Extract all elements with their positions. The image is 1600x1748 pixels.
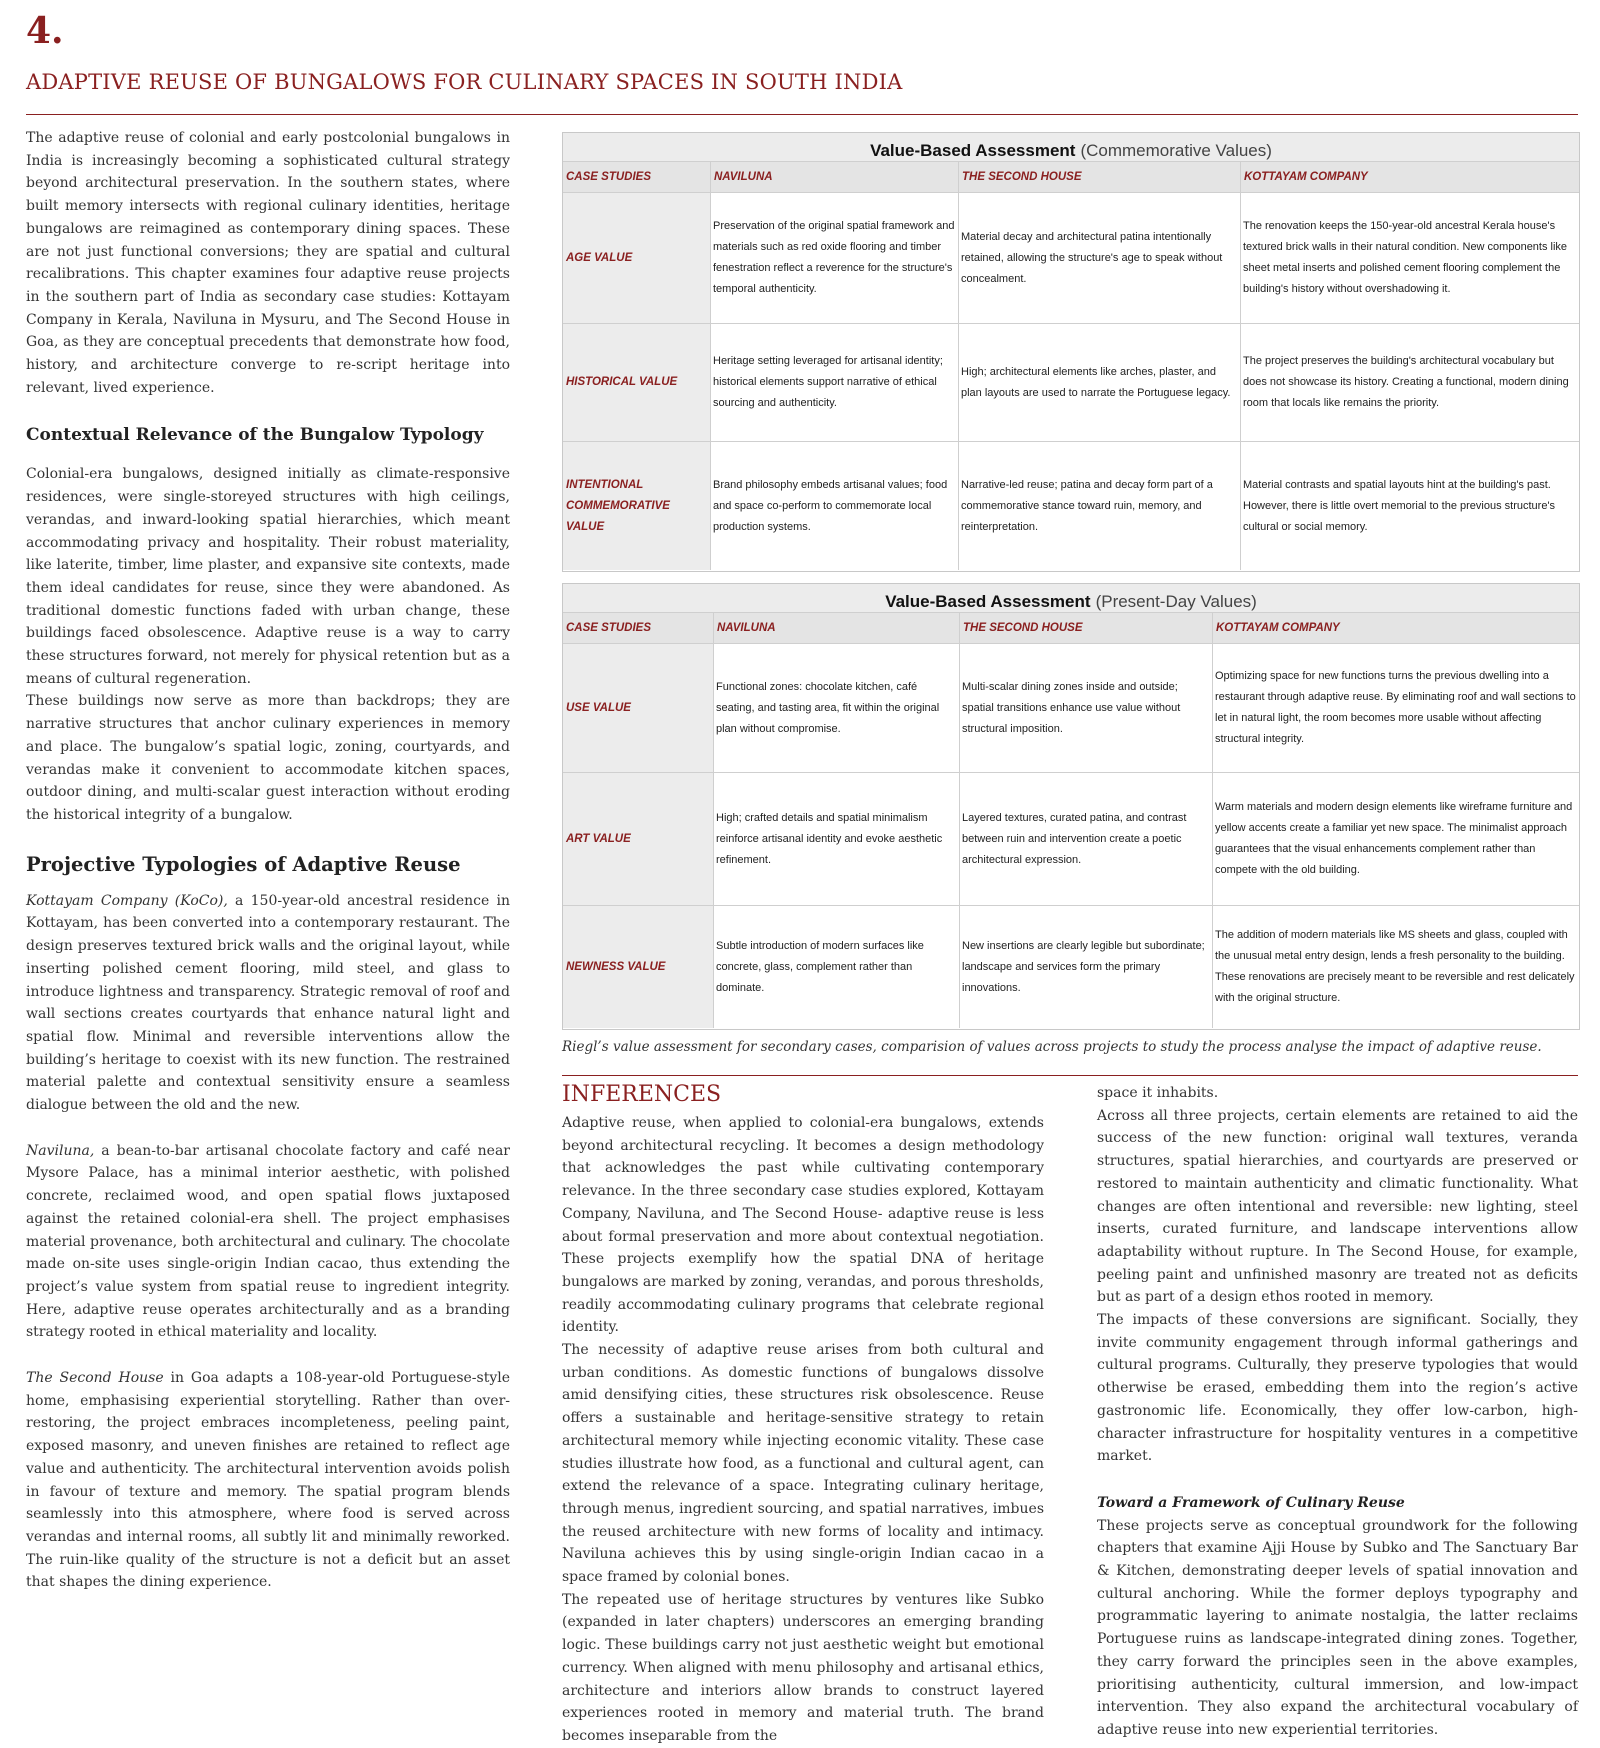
inferences-paragraph-2: The necessity of adaptive reuse arises from both cultural and urban conditions. As domestic functions of bungalows dissolve amid densifying cities, these structures risk obsolescence. Reuse offers a sustainable and heritage-sensitive strategy to retain architectural memory while injecting economic vitality. These case studies illustrate how food, as a functional and cultural agent, can extend the relevance of a space. Integrating culinary heritage, through menus, ingredient sourcing, and spatial narratives, imbues the reused architecture with new forms of locality and intimacy. Naviluna achieves this by using single-origin Indian cacao in a space framed by colonial bones. xyxy=(562,1342,1044,1586)
inferences-paragraph-1: Adaptive reuse, when applied to colonial-era bungalows, extends beyond architectural recycling. It becomes a design methodology that acknowledges the past while cultivating contemporary relevance. In the three secondary case studies explored, Kottayam Company, Naviluna, and The Second House- adaptive reuse is less about formal preservation and more about contextual negotiation. These projects exemplify how the spatial DNA of heritage bungalows are marked by zoning, verandas, and porous thresholds, readily accommodating culinary programs that celebrate regional identity. xyxy=(562,1115,1044,1336)
row-label: NEWNESS VALUE xyxy=(563,906,713,1028)
inferences-paragraph-4: Across all three projects, certain elements are retained to aid the success of the new function: original wall textures, veranda structures, spatial hierarchies, and courtyards are preserved or restored to maintain authenticity and climatic functionality. What changes are often intentional and reversible: new lighting, steel inserts, curated furniture, and landscape interventions allow adaptability without rupture. In The Second House, for example, peeling paint and unfinished masonry are treated not as deficits but as part of a design ethos rooted in memory. xyxy=(1097,1107,1578,1306)
table-cell: Material decay and architectural patina intentionally retained, allowing the structure's age to speak without concealment. xyxy=(958,193,1240,323)
inferences-title: INFERENCES xyxy=(562,1082,722,1107)
table-cell: Optimizing space for new functions turns the previous dwelling into a restaurant through adaptive reuse. By eliminating roof and wall sections to let in natural light, the room becomes more usable without affecting structural integrity. xyxy=(1212,644,1579,772)
chapter-number: 4. xyxy=(26,10,64,52)
row-label: HISTORICAL VALUE xyxy=(563,324,710,441)
table-row xyxy=(563,441,1579,570)
table-row xyxy=(563,772,1579,905)
chapter-title: ADAPTIVE REUSE OF BUNGALOWS FOR CULINARY SPACES IN SOUTH INDIA xyxy=(26,70,903,94)
table-cell: Heritage setting leveraged for artisanal identity; historical elements support narrative of ethical sourcing and authenticity. xyxy=(710,324,958,441)
context-heading: Contextual Relevance of the Bungalow Typology xyxy=(26,425,484,446)
inferences-paragraph-3: The repeated use of heritage structures by ventures like Subko (expanded in later chapters) underscores an emerging branding logic. These buildings carry not just aesthetic weight but emotional currency. When aligned with menu philosophy and artisanal ethics, architecture and interiors allow brands to construct layered experiences rooted in memory and material truth. The brand becomes inseparable from the xyxy=(562,1591,1044,1744)
table-header-row xyxy=(563,612,1579,643)
table-cell: Preservation of the original spatial framework and materials such as red oxide flooring and timber fenestration reflect a reverence for the structure's temporal authenticity. xyxy=(710,193,958,323)
intro-paragraph: The adaptive reuse of colonial and early postcolonial bungalows in India is increasingly becoming a sophisticated cultural strategy beyond architectural preservation. In the southern states, where built memory intersects with regional culinary identities, heritage bungalows are reimagined as contemporary dining spaces. These are not just functional conversions; they are spatial and cultural recalibrations. This chapter examines four adaptive reuse projects in the southern part of India as secondary case studies: Kottayam Company in Kerala, Naviluna in Mysuru, and The Second House in Goa, as they are conceptual precedents that demonstrate how food, history, and architecture converge to re-script heritage into relevant, lived experience. xyxy=(26,130,510,396)
second-house-name: The Second House xyxy=(26,1370,164,1387)
caption-divider xyxy=(562,1075,1578,1076)
table-cell: The addition of modern materials like MS sheets and glass, coupled with the unusual metal entry design, lends a fresh personality to the building. These renovations are precisely meant to be reversible and rest delicately with the original structure. xyxy=(1212,906,1579,1028)
table-cell: New insertions are clearly legible but subordinate; landscape and services form the primary innovations. xyxy=(959,906,1212,1028)
inferences-column-2 xyxy=(1097,1082,1578,1742)
second-house-paragraph xyxy=(26,1367,510,1594)
inferences-column-1 xyxy=(562,1112,1044,1748)
header-cell: KOTTAYAM COMPANY xyxy=(1212,613,1579,643)
framework-heading: Toward a Framework of Culinary Reuse xyxy=(1097,1494,1405,1511)
second-house-text: in Goa adapts a 108-year-old Portuguese-style home, emphasising experiential storytelling. Rather than over-restoring, the project embraces incompleteness, peeling paint, exposed masonry, and uneven finishes are retained to reflect age value and authenticity. The architectural intervention avoids polish in favour of texture and memory. The spatial program blends seamlessly into this atmosphere, where food is served across verandas and internal rooms, all subtly lit and minimally reworked. The ruin-like quality of the structure is not a deficit but an asset that shapes the dining experience. xyxy=(26,1370,510,1591)
table-caption: Riegl’s value assessment for secondary cases, comparision of values across projects to study the process analyse the impact of adaptive reuse. xyxy=(562,1039,1542,1055)
naviluna-name: Naviluna, xyxy=(26,1142,95,1159)
row-label: USE VALUE xyxy=(563,644,713,772)
koco-text: a 150-year-old ancestral residence in Kottayam, has been converted into a contemporary restaurant. The design preserves textured brick walls and the original layout, while inserting polished cement flooring, mild steel, and glass to introduce lightness and transparency. Strategic removal of roof and wall sections creates courtyards that enhance natural light and spatial flow. Minimal and reversible interventions allow the building’s heritage to coexist with its new function. The restrained material palette and contextual sensitivity ensure a seamless dialogue between the old and the new. xyxy=(26,892,510,1114)
table-cell: Functional zones: chocolate kitchen, café seating, and tasting area, fit within the original plan without compromise. xyxy=(713,644,959,772)
naviluna-paragraph xyxy=(26,1140,510,1344)
table-row xyxy=(563,643,1579,772)
table-cell: Material contrasts and spatial layouts hint at the building's past. However, there is little overt memorial to the previous structure's cultural or social memory. xyxy=(1240,442,1579,570)
table-header-row xyxy=(563,161,1579,192)
header-cell: CASE STUDIES xyxy=(566,622,651,634)
title-divider xyxy=(26,114,1578,115)
row-label: ART VALUE xyxy=(563,773,713,905)
header-cell: KOTTAYAM COMPANY xyxy=(1240,162,1579,192)
inferences-paragraph-3-continued: space it inhabits. xyxy=(1097,1085,1219,1101)
table-title-rest: (Present-Day Values) xyxy=(1095,592,1257,611)
left-column xyxy=(26,127,510,1594)
table-cell: High; architectural elements like arches, plaster, and plan layouts are used to narrate the Portuguese legacy. xyxy=(958,324,1240,441)
typologies-heading: Projective Typologies of Adaptive Reuse xyxy=(26,852,461,876)
table-cell: High; crafted details and spatial minimalism reinforce artisanal identity and evoke aesthetic refinement. xyxy=(713,773,959,905)
table-cell: Subtle introduction of modern surfaces like concrete, glass, complement rather than dominate. xyxy=(713,906,959,1028)
table-cell: Multi-scalar dining zones inside and outside; spatial transitions enhance use value without structural imposition. xyxy=(959,644,1212,772)
header-cell: CASE STUDIES xyxy=(566,171,651,183)
row-label: AGE VALUE xyxy=(563,193,710,323)
present-day-values-table xyxy=(562,583,1580,1030)
table-title-bold: Value-Based Assessment xyxy=(885,592,1091,611)
row-label: INTENTIONAL COMMEMORATIVE VALUE xyxy=(563,442,710,570)
header-cell: THE SECOND HOUSE xyxy=(958,162,1240,192)
table-title-bold: Value-Based Assessment xyxy=(870,141,1076,160)
table-cell: The renovation keeps the 150-year-old ancestral Kerala house's textured brick walls in their natural condition. New components like sheet metal inserts and polished cement flooring complement the building's history without overshadowing it. xyxy=(1240,193,1579,323)
naviluna-text: a bean-to-bar artisanal chocolate factory and café near Mysore Palace, has a minimal interior aesthetic, with polished concrete, reclaimed wood, and open spatial flows juxtaposed against the retained colonial-era shell. The project emphasises material provenance, both architectural and culinary. The chocolate made on-site uses single-origin Indian cacao, thus extending the project’s value system from spatial reuse to ingredient integrity. Here, adaptive reuse operates architecturally and as a branding strategy rooted in ethical materiality and locality. xyxy=(26,1142,510,1341)
table-title xyxy=(563,133,1579,161)
table-title xyxy=(563,584,1579,612)
inferences-paragraph-5: The impacts of these conversions are significant. Socially, they invite community engagement through informal gatherings and cultural programs. Culturally, they preserve typologies that would otherwise be erased, embedding them into the region’s active gastronomic life. Economically, they offer low-carbon, high-character infrastructure for hospitality ventures in a competitive market. xyxy=(1097,1312,1578,1465)
koco-name: Kottayam Company (KoCo), xyxy=(26,892,228,909)
table-cell: Warm materials and modern design elements like wireframe furniture and yellow accents create a familiar yet new space. The minimalist approach guarantees that the visual enhancements complement rather than compete with the old building. xyxy=(1212,773,1579,905)
table-cell: Narrative-led reuse; patina and decay form part of a commemorative stance toward ruin, memory, and reinterpretation. xyxy=(958,442,1240,570)
header-cell: NAVILUNA xyxy=(710,162,958,192)
table-row xyxy=(563,905,1579,1028)
framework-paragraph: These projects serve as conceptual groundwork for the following chapters that examine Ajji House by Subko and The Sanctuary Bar & Kitchen, demonstrating deeper levels of spatial innovation and cultural anchoring. While the former deploys typography and programmatic layering to animate nostalgia, the latter reclaims Portuguese ruins as landscape-integrated dining zones. Together, they carry forward the principles seen in the above examples, prioritising authenticity, cultural immersion, and low-impact intervention. They also expand the architectural vocabulary of adaptive reuse into new experiential territories. xyxy=(1097,1517,1578,1738)
koco-paragraph xyxy=(26,890,510,1117)
commemorative-values-table xyxy=(562,132,1580,572)
table-title-rest: (Commemorative Values) xyxy=(1080,141,1272,160)
table-cell: Layered textures, curated patina, and contrast between ruin and intervention create a poetic architectural expression. xyxy=(959,773,1212,905)
header-cell: THE SECOND HOUSE xyxy=(959,613,1212,643)
header-cell: NAVILUNA xyxy=(713,613,959,643)
context-paragraph-1: Colonial-era bungalows, designed initially as climate-responsive residences, were single-storeyed structures with high ceilings, verandas, and inward-looking spatial hierarchies, which meant accommodating privacy and hospitality. Their robust materiality, like laterite, timber, lime plaster, and expansive site contexts, made them ideal candidates for reuse, since they were abandoned. As traditional domestic functions faded with urban change, these buildings faced obsolescence. Adaptive reuse is a way to carry these structures forward, not merely for physical retention but as a means of cultural regeneration. xyxy=(26,466,510,687)
table-row xyxy=(563,192,1579,323)
context-paragraph-2: These buildings now serve as more than backdrops; they are narrative structures that anchor culinary experiences in memory and place. The bungalow’s spatial logic, zoning, courtyards, and verandas make it convenient to accommodate kitchen spaces, outdoor dining, and multi-scalar guest interaction without eroding the historical integrity of a bungalow. xyxy=(26,693,510,823)
table-row xyxy=(563,323,1579,441)
table-cell: The project preserves the building's architectural vocabulary but does not showcase its history. Creating a functional, modern dining room that locals like remains the priority. xyxy=(1240,324,1579,441)
table-cell: Brand philosophy embeds artisanal values; food and space co-perform to commemorate local production systems. xyxy=(710,442,958,570)
